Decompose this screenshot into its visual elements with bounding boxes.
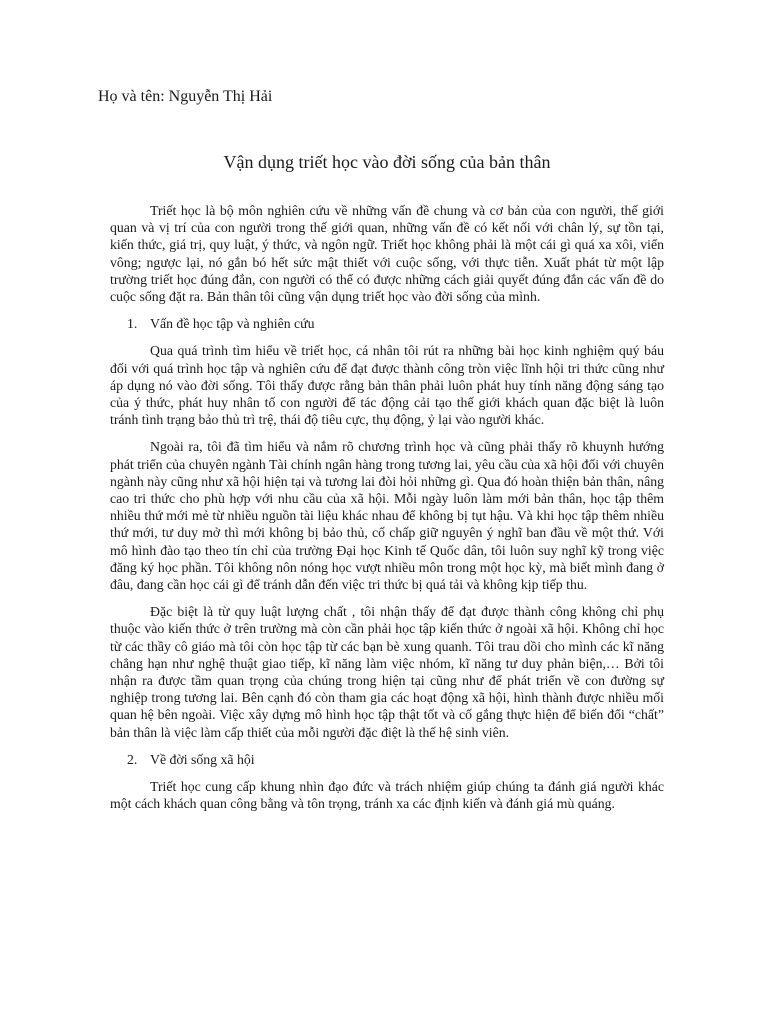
document-title: Vận dụng triết học vào đời sống của bản thân — [223, 152, 551, 172]
section-title: Vấn đề học tập và nghiên cứu — [150, 316, 315, 332]
section-heading-1 — [110, 315, 664, 332]
section-number: 2. — [127, 751, 138, 767]
section-number: 1. — [127, 316, 138, 332]
section-title: Về đời sống xã hội — [150, 751, 255, 767]
document-body — [110, 202, 664, 813]
paragraph: Ngoài ra, tôi đã tìm hiểu và nắm rõ chương trình học và cũng phải thấy rõ khuynh hướng phát triển của chuyên ngành Tài chính ngân hàng trong tương lai, yêu cầu của xã hội đối với chuyên ngành này cũng như xã hội hiện tại và tương lai đòi hỏi những gì. Qua đó hoàn thiện bản thân, nâng cao tri thức cho phù hợp với nhu cầu của xã hội. Mỗi ngày luôn làm mới bản thân, học tập thêm nhiều thứ mới mẻ từ nhiều nguồn tài liệu khác nhau để không bị tụt hậu. Và khi học tập thêm nhiều thứ mới, tư duy mở thì mới không bị bảo thủ, cố chấp giữ nguyên ý nghĩ ban đầu về một thứ. Với mô hình đào tạo theo tín chỉ của trường Đại học Kinh tế Quốc dân, tôi luôn suy nghĩ kỹ trong việc đăng ký học phần. Tôi không nôn nóng học vượt nhiều môn trong một học kỳ, mà biết mình đang ở đâu, đang cần học cái gì để tránh dẫn đến việc tri thức bị quá tải và không kịp tiếp thu. — [110, 439, 664, 593]
paragraph: Đặc biệt là từ quy luật lượng chất , tôi nhận thấy để đạt được thành công không chỉ phụ thuộc vào kiến thức ở trên trường mà còn cần phải học tập kiến thức ở ngoài xã hội. Không chỉ học từ các thầy cô giáo mà tôi còn học tập từ các bạn bè xung quanh. Tôi trau dồi cho mình các kĩ năng chẳng hạn như nghệ thuật giao tiếp, kĩ năng làm việc nhóm, kĩ năng tư duy phản biện,… Bởi tôi nhận ra được tầm quan trọng của chúng trong hiện tại cũng như để phát triển về con đường sự nghiệp trong tương lai. Bên cạnh đó còn tham gia các hoạt động xã hội, hình thành được nhiều mối quan hệ bên ngoài. Việc xây dựng mô hình học tập thật tốt và cố gắng thực hiện để biến đổi “chất” bản thân là việc làm cấp thiết của mỗi người đặc điệt là thế hệ sinh viên. — [110, 604, 664, 740]
paragraph: Qua quá trình tìm hiểu về triết học, cá nhân tôi rút ra những bài học kinh nghiệm quý báu đối với quá trình học tập và nghiên cứu để đạt được thành công tròn việc lĩnh hội tri thức cũng như áp dụng nó vào đời sống. Tôi thấy được rằng bản thân phải luôn phát huy tính năng động sáng tạo của ý thức, phát huy nhân tố con người để tác động cải tạo thế giới khách quan đặc biệt là luôn tránh tình trạng bảo thủ trì trệ, thái độ tiêu cực, thụ động, ỷ lại vào người khác. — [110, 343, 664, 428]
intro-paragraph: Triết học là bộ môn nghiên cứu về những vấn đề chung và cơ bản của con người, thế giới quan và vị trí của con người trong thế giới quan, những vấn đề có kết nối với chân lý, sự tồn tại, kiến thức, giá trị, quy luật, ý thức, và ngôn ngữ. Triết học không phải là một cái gì quá xa xôi, viển vông; ngược lại, nó gắn bó hết sức mật thiết với cuộc sống, với thực tiễn. Xuất phát từ một lập trường triết học đúng đắn, con người có thể có được những cách giải quyết đúng đắn các vấn đề do cuộc sống đặt ra. Bản thân tôi cũng vận dụng triết học vào đời sống của mình. — [110, 203, 664, 305]
author-line: Họ và tên: Nguyễn Thị Hải — [98, 88, 273, 105]
paragraph: Triết học cung cấp khung nhìn đạo đức và trách nhiệm giúp chúng ta đánh giá người khác một cách khách quan công bằng và tôn trọng, tránh xa các định kiến và đánh giá mù quáng. — [110, 779, 664, 812]
section-heading-2 — [110, 751, 664, 768]
